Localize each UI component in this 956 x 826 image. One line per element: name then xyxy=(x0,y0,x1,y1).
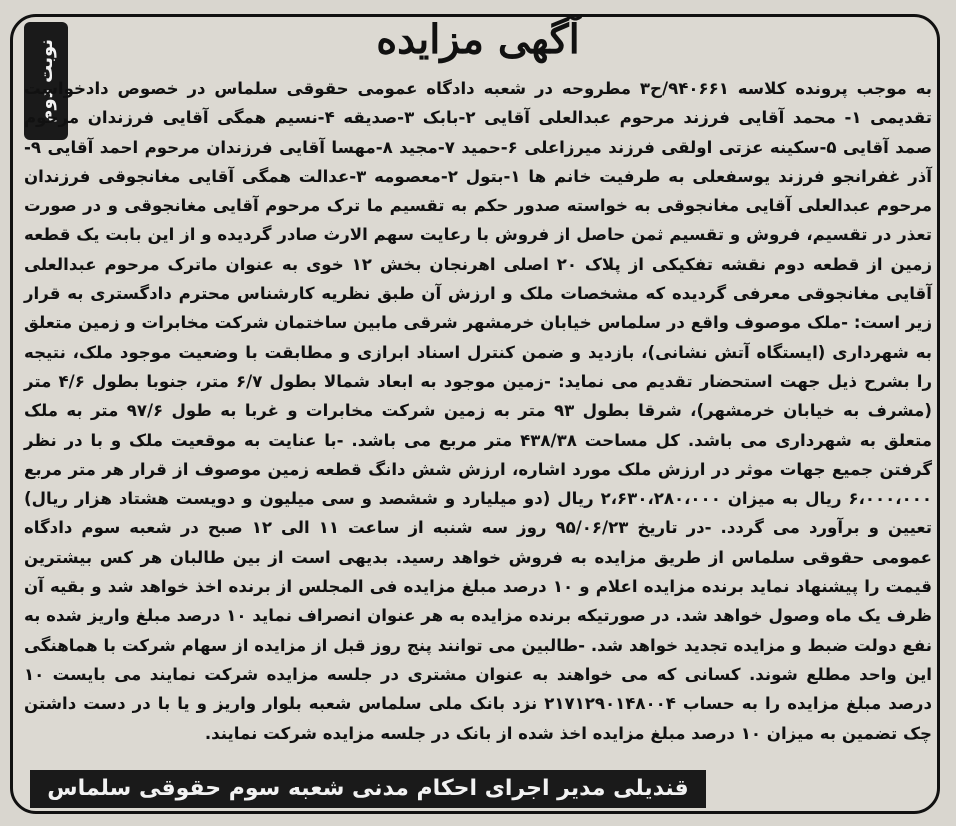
notice-signature: قندیلی مدیر اجرای احکام مدنی شعبه سوم حقوقی سلماس xyxy=(30,770,706,808)
publication-round-label: نوبت دوم xyxy=(35,39,57,123)
notice-body: به موجب پرونده کلاسه ۹۴۰۶۶۱/ح۳ مطروحه در شعبه دادگاه عمومی حقوقی سلماس در خصوص دادخواست تقدیمی ۱- محمد آقایی فرزند مرحوم عبدالعلی آقایی ۲-بابک ۳-صدیقه ۴-نسیم همگی آقایی فرزندان مرحوم صمد آقایی ۵-سکینه عزتی اولقی فرزند میرزاعلی ۶-حمید ۷-مجید ۸-مهسا آقایی فرزندان مرحوم احمد آقایی ۹-آذر غفرانجو فرزند یوسفعلی به طرفیت خانم ها ۱-بتول ۲-معصومه ۳-عدالت همگی آقایی مغانجوقی فرزندان مرحوم عبدالعلی آقایی مغانجوقی به خواسته صدور حکم به تقسیم ما ترک مرحوم آقایی مغانجوقی و در صورت تعذر در تقسیم، فروش و تقسیم ثمن حاصل از فروش با رعایت سهم الارث صادر گردیده و از این بابت یک قطعه زمین از قطعه دوم نقشه تفکیکی از پلاک ۲۰ اصلی اهرنجان بخش ۱۲ خوی به عنوان ماترک مرحوم عبدالعلی آقایی مغانجوقی معرفی گردیده که مشخصات ملک و ارزش آن طبق نظریه کارشناس محترم دادگستری به قرار زیر است: -ملک موصوف واقع در سلماس خیابان خرمشهر شرقی مابین ساختمان شرکت مخابرات و زمین متعلق به شهرداری (ایستگاه آتش نشانی)، بازدید و ضمن کنترل اسناد ابرازی و مطابقت با وضعیت موجود ملک، نتیجه را بشرح ذیل جهت استحضار تقدیم می نماید: -زمین موجود به ابعاد شمالا بطول ۶/۷ متر، جنوبا بطول ۴/۶ متر (مشرف به خیابان خرمشهر)، شرقا بطول ۹۳ متر به زمین شرکت مخابرات و غربا به طول ۹۷/۶ متر به ملک متعلق به شهرداری می باشد. کل مساحت ۴۳۸/۳۸ متر مربع می باشد. -با عنایت به موقعیت ملک و با در نظر گرفتن جمیع جهات موثر در ارزش ملک مورد اشاره، ارزش شش دانگ قطعه زمین موصوف از قرار هر متر مربع ۶،۰۰۰،۰۰۰ ریال به میزان ۲،۶۳۰،۲۸۰،۰۰۰ ریال (دو میلیارد و ششصد و سی میلیون و دویست هشتاد هزار ریال) تعیین و برآورد می گردد. -در تاریخ ۹۵/۰۶/۲۳ روز سه شنبه از ساعت ۱۱ الی ۱۲ صبح در شعبه سوم دادگاه عمومی حقوقی سلماس از طریق مزایده به فروش خواهد رسید. بدیهی است از بین طالبان هر کس بیشترین قیمت را پیشنهاد نماید برنده مزایده اعلام و ۱۰ درصد مبلغ مزایده فی المجلس از برنده اخذ خواهد شد و بقیه آن ظرف یک ماه وصول خواهد شد. در صورتیکه برنده مزایده به هر عنوان انصراف نماید ۱۰ درصد مبلغ واریز شده به نفع دولت ضبط و مزایده تجدید خواهد شد. -طالبین می توانند پنج روز قبل از مزایده از سهام شرکت با هماهنگی این واحد مطلع شوند. کسانی که می خواهند به عنوان مشتری در جلسه مزایده شرکت نمایند می بایست ۱۰ درصد مبلغ مزایده را به حساب ۲۱۷۱۲۹۰۱۴۸۰۰۴ نزد بانک ملی سلماس شعبه بلوار واریز و یا با در دست داشتن چک تضمین به میزان ۱۰ درصد مبلغ مزایده اخذ شده از بانک در جلسه مزایده شرکت نمایند. xyxy=(24,79,933,743)
notice-title: آگهی مزایده xyxy=(376,16,580,63)
